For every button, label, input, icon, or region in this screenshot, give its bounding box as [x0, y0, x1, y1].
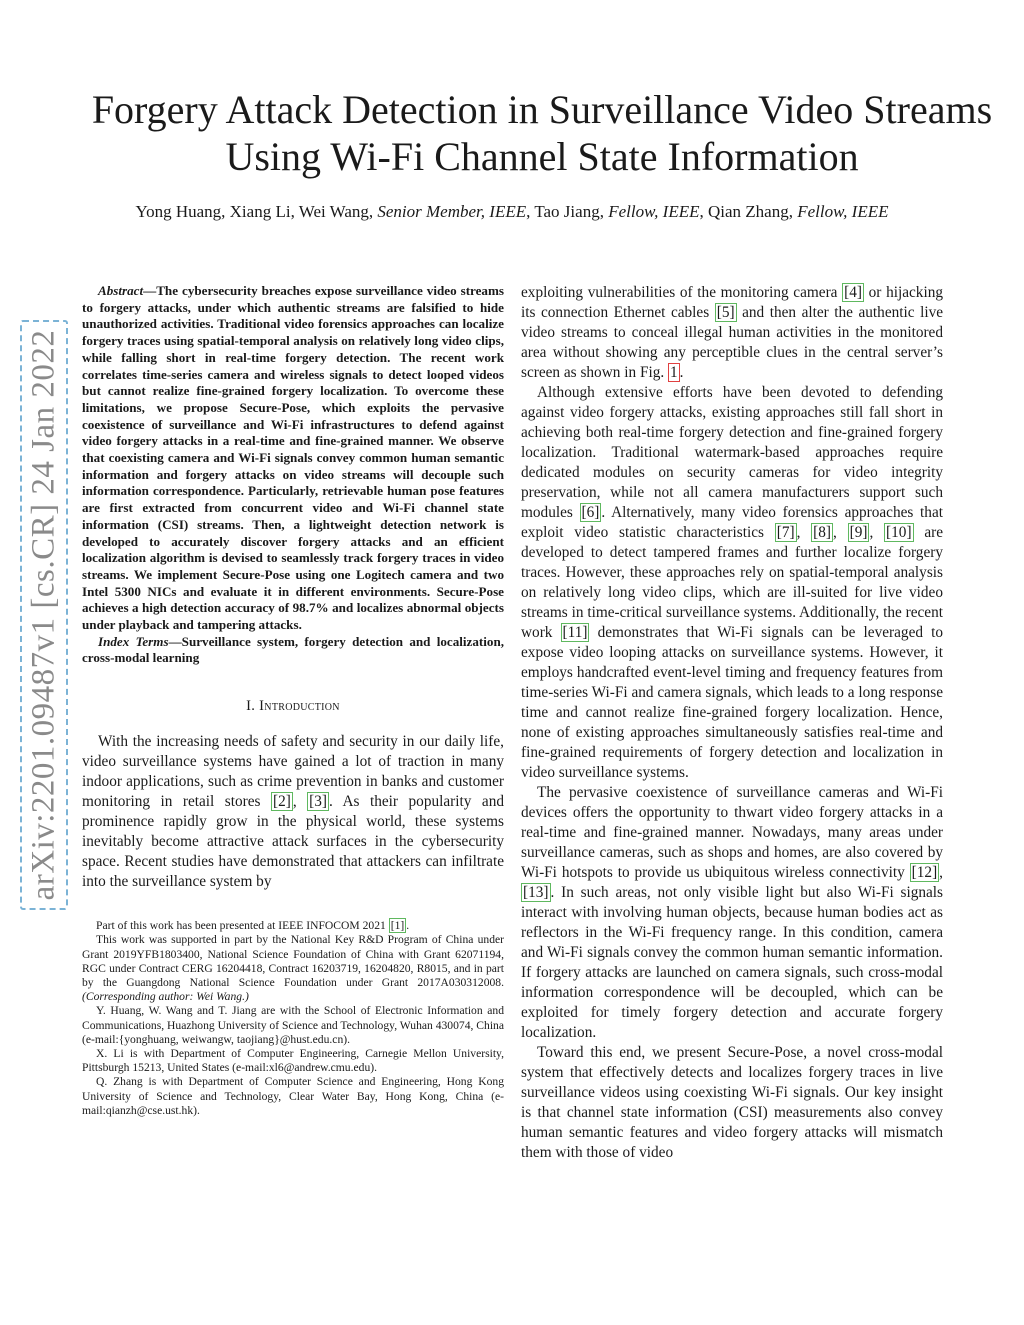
body-text: or hijacking its connection Ethernet cables: [521, 284, 943, 321]
body-paragraph: The pervasive coexistence of surveillance cameras and Wi-Fi devices offers the opportunity to thwart video forgery attacks in a real-time and fine-grained manner. Nowadays, many areas under surveillance cameras, such as shops and homes, are also covered by Wi-Fi hotspots to provide us ubiquitous wireless connectivity [12] , [13] . In such areas, not only visible light but also Wi-Fi signals interact with involving human objects, because human bodies act as reflectors in the Wi-Fi frequency range. In this condition, camera and Wi-Fi signals convey the common human semantic information. If forgery attacks are launched on camera signals, such cross-modal information correspondence will be decoupled, which can be exploited for timely forgery detection and accurate forgery localization.: [521, 784, 943, 1041]
abstract: Abstract—The cybersecurity breaches expose surveillance video streams to forgery attacks, under which authentic streams are falsified to hide unauthorized activities. Traditional video forensics approaches can localize forgery traces using spatial-temporal analysis on relatively long video clips, while falling short in real-time forgery detection. The recent work correlates time-series camera and wireless signals to detect looped videos but cannot realize fine-grained forgery localization. To overcome these limitations, we propose Secure-Pose, which exploits the pervasive coexistence of surveillance and Wi-Fi infrastructures to defend against video forgery attacks in a real-time and fine-grained manner. We observe that coexisting camera and Wi-Fi signals convey common human semantic information and forgery attacks on video streams will decouple such information correspondence. Particularly, retrievable human pose features are first extracted from concurrent video and Wi-Fi channel state information (CSI) streams. Then, a lightweight detection network is developed to accurately discover forgery attacks and an efficient localization algorithm is devised to seamlessly track forgery traces in video streams. We implement Secure-Pose using one Logitech camera and two Intel 5300 NICs and evaluate it in different environments. Secure-Pose achieves a high detection accuracy of 98.7% and localizes abnormal objects under playback and tampering attacks.: [82, 283, 504, 633]
body-paragraph: exploiting vulnerabilities of the monitoring camera [4] or hijacking its connection Ethernet cables [5] and then alter the authentic live video streams to conceal illegal human activities in the monitored area without showing any perceptible clues in the central server’s screen as shown in Fig. 1 .: [521, 284, 944, 381]
author-name: Qian Zhang: [707, 202, 789, 221]
footnote: Y. Huang, W. Wang and T. Jiang are with the School of Electronic Information and Communications, Huazhong University of Science and Technology, Wuhan 430074, China (e-mail:{yonghuang, weiwangw, taojiang}@hust.edu.cn).: [82, 1004, 504, 1046]
arxiv-stamp: [20, 320, 68, 910]
index-terms: Index Terms—Surveillance system, forgery detection and localization, cross-modal learning: [82, 633, 504, 666]
left-column: [82, 283, 504, 1118]
citation-link[interactable]: [12]: [911, 864, 938, 881]
abstract-label: Abstract: [98, 283, 144, 298]
footnote-text: This work was supported in part by the National Key R&D Program of China under Grant 2019YFB1803400, National Science Foundation of China with Grant 62071194, RGC under Contract CERG 16204418, Contract 16203719, 16204820, R8015, and in part by the Guangdong National Science Foundation under Grant 2017A030312008.: [82, 933, 504, 989]
body-text: are developed to detect tampered frames and further localize forgery traces. However, these approaches rely on spatial-temporal analysis on relatively long video clips, which are ill-suited for live video streams in time-critical surveillance systems. Additionally, the recent work: [521, 524, 943, 641]
abstract-text: The cybersecurity breaches expose surveillance video streams to forgery attacks, under which authentic streams are falsified to hide unauthorized activities. Traditional video forensics approaches can localize forgery traces using spatial-temporal analysis on relatively long video clips, while falling short in real-time forgery detection. The recent work correlates time-series camera and wireless signals to detect looped videos but cannot realize fine-grained forgery localization. To overcome these limitations, we propose Secure-Pose, which exploits the pervasive coexistence of surveillance and Wi-Fi infrastructures to defend against video forgery attacks in a real-time and fine-grained manner. We observe that coexisting camera and Wi-Fi signals convey common human semantic information and forgery attacks on video streams will decouple such information correspondence. Particularly, retrievable human pose features are first extracted from concurrent video and Wi-Fi channel state information (CSI) streams. Then, a lightweight detection network is developed to accurately discover forgery attacks and an efficient localization algorithm is devised to seamlessly track forgery traces in video streams. We implement Secure-Pose using one Logitech camera and two Intel 5300 NICs and evaluate it in different environments. Secure-Pose achieves a high detection accuracy of 98.7% and localizes abnormal objects under playback and tampering attacks.: [82, 283, 504, 633]
citation-link[interactable]: [6]: [581, 504, 600, 521]
citation-link[interactable]: [2]: [273, 793, 291, 811]
author-role: Fellow, IEEE: [608, 202, 700, 221]
citation-link[interactable]: [10]: [886, 524, 912, 541]
intro-text: With the increasing needs of safety and security in our daily life, video surveillance systems have gained a lot of traction in many indoor applications, such as crime prevention in banks and customer monitoring in retail stores: [82, 733, 504, 811]
citation-link[interactable]: [11]: [562, 624, 588, 641]
citation-link[interactable]: [9]: [849, 524, 868, 541]
intro-paragraph: With the increasing needs of safety and security in our daily life, video surveillance systems have gained a lot of traction in many indoor applications, such as crime prevention in banks and customer monitoring in retail stores [2] , [3] . As their popularity and prominence rapidly grow in the physical world, these systems inevitably become attractive attack surfaces in the cybersecurity space. Recent studies have demonstrated that attackers can infiltrate into the surveillance system by: [82, 733, 504, 891]
footnote: X. Li is with Department of Computer Engineering, Carnegie Mellon University, Pittsburgh 15213, United States (e-mail:xl6@andrew.cmu.edu).: [82, 1047, 504, 1075]
body-text: . In such areas, not only visible light but also Wi-Fi signals interact with involving human objects, because human bodies act as reflectors in the Wi-Fi frequency range. In this condition, camera and Wi-Fi signals convey the common human semantic information. If forgery attacks are launched on camera signals, such cross-modal information correspondence will be decoupled, which can be exploited for timely forgery detection and accurate forgery localization.: [521, 884, 943, 1041]
index-terms-label: Index Terms: [98, 633, 169, 649]
citation-link[interactable]: [3]: [309, 793, 328, 811]
figure-link[interactable]: 1: [670, 364, 678, 381]
author-name: Wei Wang: [298, 202, 369, 221]
footnote: [82, 933, 504, 1004]
author-list: Yong Huang, Xiang Li, Wei Wang, Senior Member, IEEE, Tao Jiang, Fellow, IEEE, Qian Zhang, Fellow, IEEE: [135, 202, 889, 221]
section-heading: [82, 698, 504, 715]
footnote: Part of this work has been presented at IEEE INFOCOM 2021 [1] .: [96, 919, 410, 933]
body-paragraph: Although extensive efforts have been devoted to defending against video forgery attacks, existing approaches still fall short in achieving both real-time forgery detection and fine-grained forgery localization. Traditional watermark-based approaches require dedicated modules on security cameras for video integrity preservation, while not all camera manufacturers support such modules [6] . Alternatively, many video forensics approaches that exploit video statistic characteristics [7] , [8] , [9] , [10] are developed to detect tampered frames and further localize forgery traces. However, these approaches rely on spatial-temporal analysis on relatively long video clips, which are ill-suited for live video streams in time-critical surveillance systems. Additionally, the recent work [11] demonstrates that Wi-Fi signals can be leveraged to expose video looping attacks on surveillance systems. However, it employs handcrafted event-level timing and frequency features from time-series Wi-Fi and camera signals, which leads to a long response time and cannot realize fine-grained forgery localization. Hence, none of existing approaches simultaneously satisfies real-time and fine-grained requirements of forgery detection and localization in video surveillance systems.: [521, 384, 944, 781]
author-name: Yong Huang: [135, 202, 222, 221]
author-role: Senior Member, IEEE: [377, 202, 527, 221]
footnote-text: Part of this work has been presented at IEEE INFOCOM 2021: [96, 919, 386, 933]
footnote: Q. Zhang is with Department of Computer Science and Engineering, Hong Kong University of Science and Technology, Clear Water Bay, Hong Kong, China (e-mail:qianzh@cse.ust.hk).: [82, 1075, 504, 1117]
citation-link[interactable]: [1]: [390, 919, 405, 933]
body-text: Although extensive efforts have been devoted to defending against video forgery attacks, existing approaches still fall short in achieving both real-time forgery detection and fine-grained forgery localization. Traditional watermark-based approaches require dedicated modules on security cameras for video integrity preservation, while not all camera manufacturers support such modules: [521, 384, 943, 521]
author-name: Tao Jiang: [534, 202, 600, 221]
paper-title: Forgery Attack Detection in Surveillance Video Streams Using Wi-Fi Channel State Information: [91, 87, 993, 179]
footnotes: [82, 919, 504, 1118]
arxiv-id: arXiv:2201.09487v1 [cs.CR] 24 Jan 2022: [25, 329, 62, 901]
citation-link[interactable]: [13]: [523, 884, 549, 901]
body-text: and then alter the authentic live video streams to conceal illegal human activities in the monitored area without showing any perceptible clues in the central server’s screen as shown in Fig.: [521, 304, 944, 381]
footnote-italic: (Corresponding author: Wei Wang.): [82, 990, 249, 1004]
citation-link[interactable]: [7]: [776, 524, 795, 541]
section-number: I.: [246, 698, 256, 715]
section-title: Introduction: [259, 698, 340, 715]
author-role: Fellow, IEEE: [797, 202, 889, 221]
body-text: . Alternatively, many video forensics approaches that exploit video statistic characteristics: [521, 504, 944, 541]
body-text: demonstrates that Wi-Fi signals can be leveraged to expose video looping attacks on surveillance systems. However, it employs handcrafted event-level timing and frequency features from time-series Wi-Fi and camera signals, which leads to a long response time and cannot realize fine-grained forgery localization. Hence, none of existing approaches simultaneously satisfies real-time and fine-grained requirements of forgery detection and localization in video surveillance systems.: [521, 624, 943, 781]
intro-text: . As their popularity and prominence rapidly grow in the physical world, these systems inevitably become attractive attack surfaces in the cybersecurity space. Recent studies have demonstrated that attackers can infiltrate into the surveillance system by: [82, 793, 504, 891]
citation-link[interactable]: [8]: [813, 524, 832, 541]
author-name: Xiang Li: [229, 202, 291, 221]
body-paragraph: Toward this end, we present Secure-Pose, a novel cross-modal system that effectively detects and localizes forgery traces in live surveillance videos using coexisting Wi-Fi signals. Our key insight is that channel state information (CSI) measurements also convey human semantic features and video forgery attacks will mismatch them with those of video: [521, 1044, 943, 1161]
citation-link[interactable]: [4]: [844, 284, 862, 301]
body-text: exploiting vulnerabilities of the monitoring camera: [521, 284, 838, 301]
body-text: The pervasive coexistence of surveillance cameras and Wi-Fi devices offers the opportunity to thwart video forgery attacks in a real-time and fine-grained manner. Nowadays, many areas under surveillance cameras, such as shops and homes, are also covered by Wi-Fi hotspots to provide us ubiquitous wireless connectivity: [521, 784, 943, 881]
citation-link[interactable]: [5]: [716, 304, 735, 321]
index-terms-text: Surveillance system, forgery detection and localization, cross-modal learning: [82, 633, 504, 666]
right-column: [521, 283, 943, 1163]
